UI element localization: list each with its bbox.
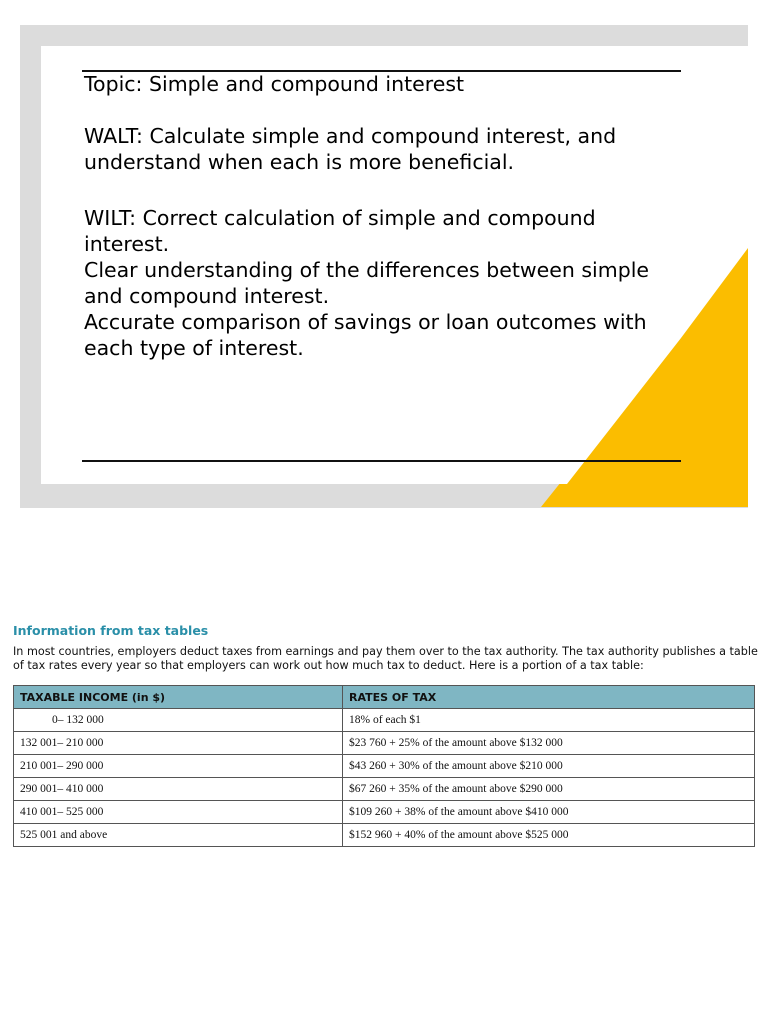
wilt-line-2: Clear understanding of the differences between simple and compound interest.	[84, 258, 650, 308]
income-cell: 525 001 and above	[14, 824, 343, 847]
income-cell: 290 001– 410 000	[14, 778, 343, 801]
tax-table	[13, 685, 755, 847]
tax-table-header-row	[14, 686, 755, 709]
rate-cell: $43 260 + 30% of the amount above $210 000	[343, 755, 755, 778]
topic-line: Topic: Simple and compound interest	[84, 72, 465, 96]
table-row	[14, 778, 755, 801]
table-row	[14, 801, 755, 824]
table-row	[14, 755, 755, 778]
table-row	[14, 824, 755, 847]
wilt-line-3: Accurate comparison of savings or loan outcomes with each type of interest.	[84, 310, 647, 360]
income-cell: 132 001– 210 000	[14, 732, 343, 755]
column-header-rates: RATES OF TAX	[343, 686, 755, 709]
tax-intro: In most countries, employers deduct taxes from earnings and pay them over to the tax authority. The tax authority publishes a table of tax rates every year so that employers can work out how much tax to deduct. Here is a portion of a tax table:	[13, 645, 758, 672]
bottom-rule	[82, 460, 681, 462]
income-cell: 210 001– 290 000	[14, 755, 343, 778]
rate-cell: $109 260 + 38% of the amount above $410 000	[343, 801, 755, 824]
table-row	[14, 732, 755, 755]
rate-cell: 18% of each $1	[343, 709, 755, 732]
rate-cell: $67 260 + 35% of the amount above $290 000	[343, 778, 755, 801]
tax-table-section	[0, 612, 768, 862]
wilt-line-1: WILT: Correct calculation of simple and compound interest.	[84, 206, 596, 256]
income-cell: 410 001– 525 000	[14, 801, 343, 824]
column-header-income: TAXABLE INCOME (in $)	[14, 686, 343, 709]
slide-text	[84, 71, 674, 361]
table-row	[14, 709, 755, 732]
income-cell: 0– 132 000	[14, 709, 343, 732]
rate-cell: $23 760 + 25% of the amount above $132 000	[343, 732, 755, 755]
walt-line: WALT: Calculate simple and compound interest, and understand when each is more beneficial.	[84, 124, 617, 174]
rate-cell: $152 960 + 40% of the amount above $525 000	[343, 824, 755, 847]
tax-heading: Information from tax tables	[13, 623, 209, 638]
